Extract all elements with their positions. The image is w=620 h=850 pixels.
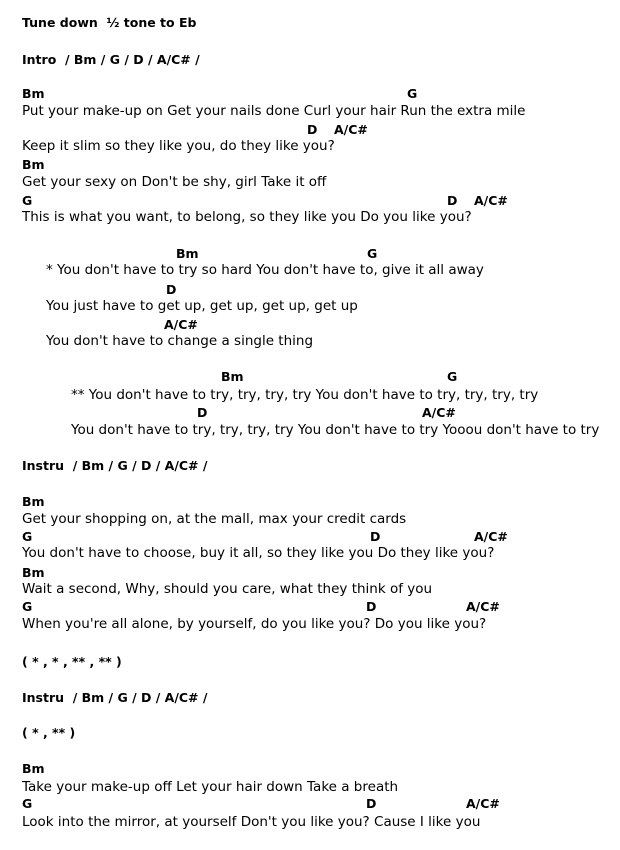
lyric-line: ** You don't have to try, try, try, try You don't have to try, try, try, try (71, 387, 539, 403)
chord: G (22, 193, 33, 208)
chord: G (447, 369, 458, 384)
chord: A/C# (422, 405, 456, 420)
instrumental-line: Instru / Bm / G / D / A/C# / (22, 690, 208, 705)
chord: A/C# (474, 193, 508, 208)
lyric-line: This is what you want, to belong, so they like you Do you like you? (22, 209, 472, 225)
chord: Bm (22, 86, 45, 101)
tuning-note: Tune down ½ tone to Eb (22, 15, 197, 30)
lyric-line: Get your sexy on Don't be shy, girl Take it off (22, 174, 327, 190)
chord: G (407, 86, 418, 101)
repeat-marker: ( * , ** ) (22, 725, 76, 740)
lyric-line: You don't have to choose, buy it all, so they like you Do they like you? (22, 545, 495, 561)
chord: G (367, 246, 378, 261)
chord: D (370, 529, 381, 544)
instrumental-line: Instru / Bm / G / D / A/C# / (22, 458, 208, 473)
lyric-line: You don't have to change a single thing (46, 333, 314, 349)
lyric-line: Keep it slim so they like you, do they like you? (22, 138, 335, 154)
repeat-marker: ( * , * , ** , ** ) (22, 654, 122, 669)
lyric-line: Put your make-up on Get your nails done Curl your hair Run the extra mile (22, 103, 526, 119)
chord: Bm (221, 369, 244, 384)
chord: A/C# (466, 796, 500, 811)
chord: Bm (22, 494, 45, 509)
lyric-line: You just have to get up, get up, get up, get up (46, 298, 358, 314)
chord: G (22, 796, 33, 811)
lyric-line: Take your make-up off Let your hair down Take a breath (22, 779, 399, 795)
chord: G (22, 529, 33, 544)
chord: G (22, 599, 33, 614)
lyric-line: When you're all alone, by yourself, do you like you? Do you like you? (22, 616, 487, 632)
lyric-line: Get your shopping on, at the mall, max your credit cards (22, 511, 407, 527)
chord: Bm (22, 565, 45, 580)
chord: D (447, 193, 458, 208)
chord: A/C# (474, 529, 508, 544)
lyric-line: You don't have to try, try, try, try You don't have to try Yooou don't have to try (71, 422, 600, 438)
chord: D (366, 599, 377, 614)
lyric-line: Wait a second, Why, should you care, what they think of you (22, 581, 433, 597)
chord: Bm (22, 761, 45, 776)
chord: D (166, 282, 177, 297)
intro-line: Intro / Bm / G / D / A/C# / (22, 52, 200, 67)
chord: D (197, 405, 208, 420)
chord: D (366, 796, 377, 811)
chord: A/C# (466, 599, 500, 614)
lyric-line: Look into the mirror, at yourself Don't you like you? Cause I like you (22, 814, 481, 830)
chord: D (307, 122, 318, 137)
chord: A/C# (334, 122, 368, 137)
chord: Bm (22, 157, 45, 172)
chord: Bm (176, 246, 199, 261)
lyric-line: * You don't have to try so hard You don't have to, give it all away (46, 262, 484, 278)
chord: A/C# (164, 317, 198, 332)
